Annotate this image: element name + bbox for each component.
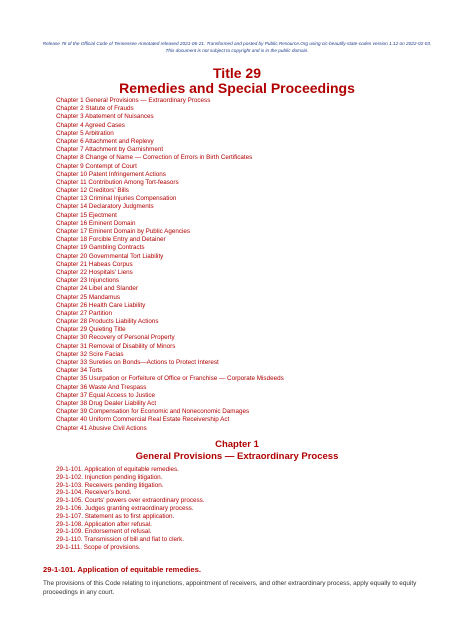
chapter-link[interactable]: Chapter 41 Abusive Civil Actions: [56, 424, 147, 432]
release-notice-line: Release 78 of the Official Code of Tennessee Annotated released 2021-06-21. Transformed and posted by Public.Resource.Org using cic-beautify-state-codes version 1.12 on 2022-02-03.: [42, 41, 432, 46]
chapter-link[interactable]: Chapter 22 Hospitals' Liens: [56, 268, 133, 276]
chapter-link[interactable]: Chapter 15 Ejectment: [56, 211, 117, 219]
section-link[interactable]: 29-1-102. Injunction pending litigation.: [56, 473, 163, 481]
chapter-link[interactable]: Chapter 26 Health Care Liability: [56, 301, 146, 309]
title-header: [0, 66, 474, 96]
copyright-notice: [0, 40, 474, 54]
section-link[interactable]: 29-1-101. Application of equitable remedies.: [56, 466, 179, 473]
chapter-link[interactable]: Chapter 24 Libel and Slander: [56, 285, 138, 293]
chapter-link[interactable]: Chapter 14 Declaratory Judgments: [56, 203, 154, 211]
chapter-link[interactable]: Chapter 35 Usurpation or Forfeiture of Office or Franchise — Corporate Misdeeds: [56, 375, 284, 383]
section-link[interactable]: 29-1-109. Endorsement of refusal.: [56, 528, 152, 536]
section-link[interactable]: 29-1-105. Courts' powers over extraordinary process.: [56, 497, 205, 505]
chapter-link[interactable]: Chapter 8 Change of Name — Correction of Errors in Birth Certificates: [56, 154, 253, 162]
chapter-link[interactable]: Chapter 7 Attachment by Garnishment: [56, 146, 164, 154]
chapter-link[interactable]: Chapter 20 Governmental Tort Liability: [56, 252, 164, 260]
section-link[interactable]: 29-1-108. Application after refusal.: [56, 520, 152, 528]
chapter-link[interactable]: Chapter 11 Contribution Among Tort-feasors: [56, 178, 179, 186]
chapter-link[interactable]: Chapter 32 Scire Facias: [56, 350, 124, 358]
chapter-link[interactable]: Chapter 21 Habeas Corpus: [56, 260, 133, 268]
chapter-link[interactable]: Chapter 16 Eminent Domain: [56, 219, 136, 227]
chapter-link[interactable]: Chapter 9 Contempt of Court: [56, 162, 137, 170]
public-domain-notice-line: This document is not subject to copyright and is in the public domain.: [165, 48, 309, 54]
chapter-link[interactable]: Chapter 28 Products Liability Actions: [56, 318, 159, 326]
chapter-link[interactable]: Chapter 2 Statute of Frauds: [56, 105, 134, 113]
chapter-link[interactable]: Chapter 10 Patent Infringement Actions: [56, 170, 166, 178]
section-heading: 29-1-101. Application of equitable remedies.: [43, 565, 201, 574]
section-link[interactable]: 29-1-104. Receiver's bond.: [56, 489, 132, 497]
chapter-link[interactable]: Chapter 38 Drug Dealer Liability Act: [56, 399, 157, 407]
section-body-text: The provisions of this Code relating to injunctions, appointment of receivers, and other extraordinary process, apply equally to equity proceedings in any court.: [43, 580, 417, 596]
chapter-link[interactable]: Chapter 1 General Provisions — Extraordinary Process: [56, 97, 211, 104]
chapter-link[interactable]: Chapter 13 Criminal Injuries Compensation: [56, 195, 177, 203]
chapter-link[interactable]: Chapter 17 Eminent Domain by Public Agencies: [56, 228, 191, 235]
chapter-link[interactable]: Chapter 25 Mandamus: [56, 293, 121, 301]
chapter-link[interactable]: Chapter 23 Injunctions: [56, 277, 120, 285]
chapter-link[interactable]: Chapter 37 Equal Access to Justice: [56, 391, 156, 399]
chapter-link[interactable]: Chapter 5 Arbitration: [56, 129, 114, 137]
title-number: Title 29: [213, 65, 261, 81]
chapter-link[interactable]: Chapter 27 Partition: [56, 309, 113, 317]
chapter-link[interactable]: Chapter 4 Agreed Cases: [56, 121, 125, 129]
title-name: Remedies and Special Proceedings: [119, 80, 355, 96]
section-link[interactable]: 29-1-103. Receivers pending litigation.: [56, 481, 164, 489]
chapter-link[interactable]: Chapter 31 Removal of Disability of Minors: [56, 342, 176, 350]
chapter-link[interactable]: Chapter 3 Abatement of Nuisances: [56, 113, 154, 121]
chapter-link[interactable]: Chapter 36 Waste And Trespass: [56, 383, 147, 391]
section-link[interactable]: 29-1-106. Judges granting extraordinary process.: [56, 504, 194, 512]
section-link[interactable]: 29-1-107. Statement as to first application.: [56, 512, 175, 520]
chapter-subheading: General Provisions — Extraordinary Process: [135, 451, 339, 462]
chapter-link[interactable]: Chapter 29 Quieting Title: [56, 326, 126, 334]
chapter-list: [56, 97, 284, 433]
chapter-link[interactable]: Chapter 19 Gambling Contracts: [56, 244, 145, 252]
chapter-1-header: [0, 439, 474, 463]
section-link[interactable]: 29-1-110. Transmission of bill and fiat to clerk.: [56, 536, 184, 544]
chapter-link[interactable]: Chapter 34 Torts: [56, 367, 103, 375]
chapter-link[interactable]: Chapter 18 Forcible Entry and Detainer: [56, 236, 166, 244]
chapter-link[interactable]: Chapter 12 Creditors' Bills: [56, 187, 129, 195]
chapter-link[interactable]: Chapter 33 Sureties on Bonds—Actions to Protect Interest: [56, 359, 219, 366]
chapter-heading: Chapter 1: [215, 439, 259, 450]
chapter-link[interactable]: Chapter 39 Compensation for Economic and Noneconomic Damages: [56, 408, 250, 416]
chapter-link[interactable]: Chapter 30 Recovery of Personal Property: [56, 334, 175, 342]
chapter-link[interactable]: Chapter 6 Attachment and Replevy: [56, 137, 154, 145]
chapter-link[interactable]: Chapter 40 Uniform Commercial Real Estate Receivership Act: [56, 416, 230, 424]
section-list: [56, 466, 205, 552]
section-link[interactable]: 29-1-111. Scope of provisions.: [56, 543, 141, 551]
